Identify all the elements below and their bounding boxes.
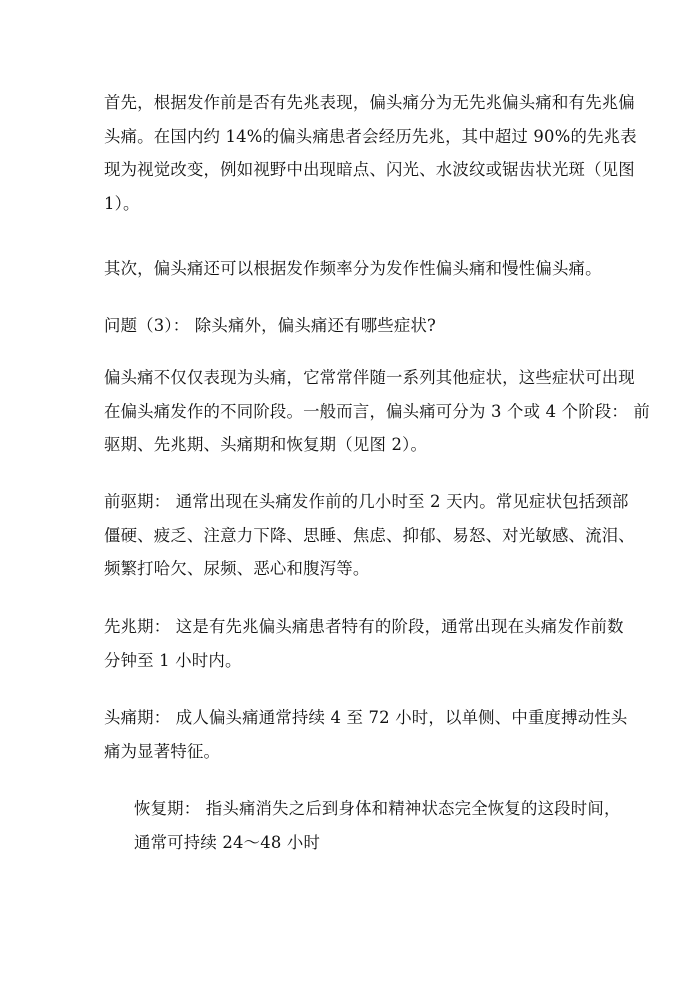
paragraph-frequency-classification: [104, 252, 602, 286]
text-line: 痛为显著特征。: [104, 741, 221, 761]
text-line: 其次，偏头痛还可以根据发作频率分为发作性偏头痛和慢性偏头痛。: [104, 259, 602, 278]
text-line: 在偏头痛发作的不同阶段。一般而言，偏头痛可分为 3 个或 4 个阶段： 前: [104, 401, 651, 421]
text-line: 问题（3）： 除头痛外，偏头痛还有哪些症状?: [104, 316, 437, 335]
text-line: 头痛。在国内约 14%的偏头痛患者会经历先兆，其中超过 90%的先兆表: [104, 126, 637, 146]
paragraph-phases-overview: [104, 361, 650, 462]
text-line: 分钟至 1 小时内。: [104, 650, 242, 670]
paragraph-prodrome-phase: [104, 485, 635, 586]
text-line: 恢复期： 指头痛消失之后到身体和精神状态完全恢复的这段时间，: [134, 799, 621, 818]
paragraph-recovery-phase: [134, 792, 621, 859]
paragraph-aura-phase: [104, 610, 624, 677]
text-line: 偏头痛不仅仅表现为头痛，它常常伴随一系列其他症状，这些症状可出现: [104, 368, 635, 387]
text-line: 1）。: [104, 193, 140, 213]
text-line: 现为视觉改变，例如视野中出现暗点、闪光、水波纹或锯齿状光斑（见图: [104, 160, 635, 179]
text-line: 首先，根据发作前是否有先兆表现，偏头痛分为无先兆偏头痛和有先兆偏: [104, 93, 635, 112]
text-line: 前驱期： 通常出现在头痛发作前的几小时至 2 天内。常见症状包括颈部: [104, 492, 629, 511]
text-line: 僵硬、疲乏、注意力下降、思睡、焦虑、抑郁、易怒、对光敏感、流泪、: [104, 525, 635, 545]
text-line: 通常可持续 24～48 小时: [134, 832, 321, 852]
paragraph-headache-phase: [104, 701, 627, 768]
text-line: 先兆期： 这是有先兆偏头痛患者特有的阶段，通常出现在头痛发作前数: [104, 617, 624, 636]
text-line: 驱期、先兆期、头痛期和恢复期（见图 2）。: [104, 435, 428, 454]
question-heading: [104, 309, 436, 343]
paragraph-aura-classification: [104, 86, 637, 220]
text-line: 头痛期： 成人偏头痛通常持续 4 至 72 小时，以单侧、中重度搏动性头: [104, 708, 628, 727]
text-line: 频繁打哈欠、尿频、恶心和腹泻等。: [104, 559, 370, 578]
